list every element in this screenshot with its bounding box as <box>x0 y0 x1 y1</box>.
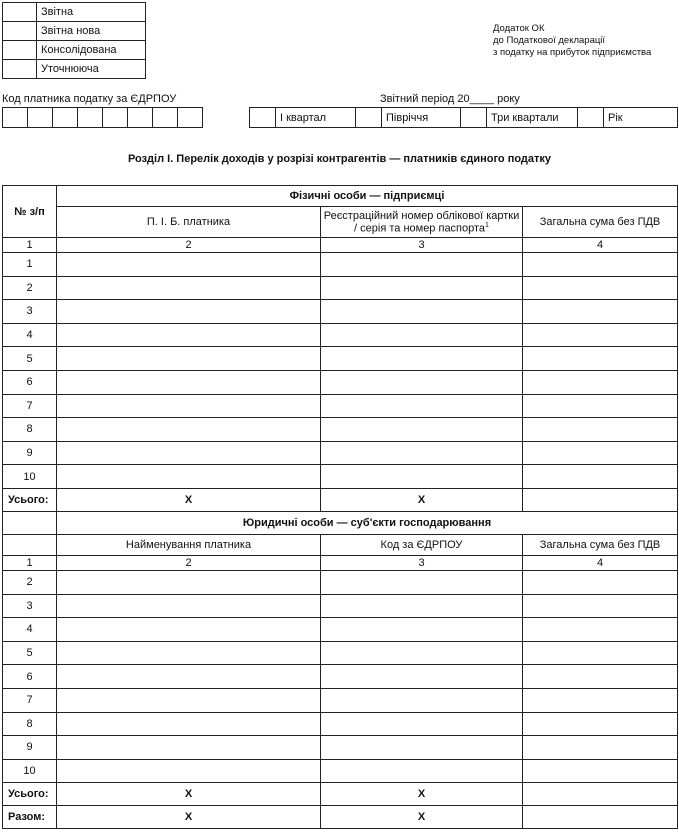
cell-reg[interactable] <box>321 300 523 324</box>
col-code-header: Код за ЄДРПОУ <box>321 534 523 555</box>
individuals-header: Фізичні особи — підприємці <box>57 186 678 207</box>
row-number: 10 <box>3 465 57 489</box>
cell-sum[interactable] <box>523 618 678 642</box>
cell-name[interactable] <box>57 253 321 277</box>
row-number: 3 <box>3 300 57 324</box>
table-row <box>3 441 678 465</box>
table-row <box>3 253 678 277</box>
table-row <box>3 759 678 783</box>
row-number: 1 <box>3 253 57 277</box>
period-selector <box>249 107 678 128</box>
table-row <box>3 418 678 442</box>
col-index: 4 <box>523 555 678 570</box>
cell-sum[interactable] <box>523 323 678 347</box>
cell-code[interactable] <box>321 736 523 760</box>
cell-sum[interactable] <box>523 276 678 300</box>
row-number: 3 <box>3 594 57 618</box>
report-type-box <box>2 2 146 79</box>
cell-code[interactable] <box>321 759 523 783</box>
cell-code[interactable] <box>321 570 523 594</box>
report-type-label: Звітна <box>37 3 146 22</box>
grand-total-row <box>3 806 678 829</box>
cell-reg[interactable] <box>321 418 523 442</box>
row-number: 7 <box>3 394 57 418</box>
cell-name[interactable] <box>57 465 321 489</box>
cell-reg[interactable] <box>321 441 523 465</box>
contractors-table <box>2 185 678 829</box>
individuals-total-row <box>3 488 678 511</box>
cell-name[interactable] <box>57 759 321 783</box>
blank-cell <box>3 534 57 555</box>
cell-code[interactable] <box>321 618 523 642</box>
cell-sum[interactable] <box>523 418 678 442</box>
x-mark: Х <box>57 488 321 511</box>
legal-header: Юридичні особи — суб'єкти господарювання <box>57 511 678 534</box>
cell-sum[interactable] <box>523 253 678 277</box>
cell-sum[interactable] <box>523 347 678 371</box>
report-type-label: Звітна нова <box>37 22 146 41</box>
row-number: 8 <box>3 712 57 736</box>
report-type-checkbox[interactable] <box>3 41 37 60</box>
table-row <box>3 465 678 489</box>
appendix-line: з податку на прибуток підприємства <box>493 47 652 58</box>
row-number: 8 <box>3 418 57 442</box>
cell-reg[interactable] <box>321 394 523 418</box>
row-number: 9 <box>3 736 57 760</box>
period-option-label: І квартал <box>276 108 356 128</box>
cell-reg[interactable] <box>321 347 523 371</box>
table-row <box>3 570 678 594</box>
table-row <box>3 594 678 618</box>
cell-name[interactable] <box>57 688 321 712</box>
cell-sum[interactable] <box>523 759 678 783</box>
report-type-label: Консолідована <box>37 41 146 60</box>
x-mark: Х <box>321 488 523 511</box>
cell-name[interactable] <box>57 736 321 760</box>
cell-sum[interactable] <box>523 370 678 394</box>
cell-name[interactable] <box>57 347 321 371</box>
cell-sum[interactable] <box>523 688 678 712</box>
x-mark: Х <box>321 783 523 806</box>
cell-sum[interactable] <box>523 665 678 689</box>
cell-sum[interactable] <box>523 465 678 489</box>
cell-total-sum[interactable] <box>523 488 678 511</box>
col-index: 2 <box>57 555 321 570</box>
table-row <box>3 618 678 642</box>
edrpou-digit-cell[interactable] <box>28 108 53 128</box>
col-sum-header: Загальна сума без ПДВ <box>523 534 678 555</box>
period-label: Звітний період 20____ року <box>380 93 520 105</box>
row-number: 9 <box>3 441 57 465</box>
total-label: Усього: <box>3 783 57 806</box>
row-number: 2 <box>3 276 57 300</box>
section-title: Розділ І. Перелік доходів у розрізі контрагентів — платників єдиного податку <box>127 153 552 165</box>
appendix-line: до Податкової декларації <box>493 35 606 46</box>
table-row <box>3 688 678 712</box>
col-index: 3 <box>321 555 523 570</box>
cell-name[interactable] <box>57 394 321 418</box>
col-reg-header-text: Реєстраційний номер облікової картки / серія та номер паспорта <box>323 209 520 235</box>
cell-sum[interactable] <box>523 641 678 665</box>
row-number: 5 <box>3 347 57 371</box>
report-type-checkbox[interactable] <box>3 22 37 41</box>
cell-code[interactable] <box>321 594 523 618</box>
period-option-label: Півріччя <box>382 108 461 128</box>
edrpou-label: Код платника податку за ЄДРПОУ <box>2 93 177 105</box>
cell-sum[interactable] <box>523 441 678 465</box>
row-number: 4 <box>3 618 57 642</box>
cell-name[interactable] <box>57 418 321 442</box>
table-row <box>3 736 678 760</box>
col-index: 2 <box>57 238 321 253</box>
col-index: 1 <box>3 238 57 253</box>
total-label: Усього: <box>3 488 57 511</box>
cell-name[interactable] <box>57 594 321 618</box>
edrpou-digit-cell[interactable] <box>153 108 178 128</box>
blank-cell <box>3 511 57 534</box>
col-index: 3 <box>321 238 523 253</box>
appendix-note <box>493 23 651 59</box>
edrpou-digit-cell[interactable] <box>3 108 28 128</box>
cell-name[interactable] <box>57 300 321 324</box>
row-number: 7 <box>3 688 57 712</box>
table-row <box>3 323 678 347</box>
col-sum-header: Загальна сума без ПДВ <box>523 207 678 238</box>
legal-total-row <box>3 783 678 806</box>
col-name-header: Найменування платника <box>57 534 321 555</box>
x-mark: Х <box>321 806 523 829</box>
period-option-label: Три квартали <box>487 108 578 128</box>
cell-name[interactable] <box>57 618 321 642</box>
col-index: 1 <box>3 555 57 570</box>
x-mark: Х <box>57 806 321 829</box>
cell-name[interactable] <box>57 276 321 300</box>
cell-code[interactable] <box>321 688 523 712</box>
table-row <box>3 665 678 689</box>
edrpou-digit-cell[interactable] <box>53 108 78 128</box>
edrpou-input-cells <box>2 107 203 128</box>
period-checkbox[interactable] <box>461 108 487 128</box>
row-number: 6 <box>3 665 57 689</box>
edrpou-digit-cell[interactable] <box>78 108 103 128</box>
footnote-marker: 1 <box>485 221 489 229</box>
cell-code[interactable] <box>321 665 523 689</box>
cell-name[interactable] <box>57 665 321 689</box>
period-checkbox[interactable] <box>250 108 276 128</box>
appendix-line: Додаток ОК <box>493 23 545 34</box>
cell-reg[interactable] <box>321 323 523 347</box>
col-name-header: П. І. Б. платника <box>57 207 321 238</box>
table-row <box>3 276 678 300</box>
edrpou-digit-cell[interactable] <box>103 108 128 128</box>
cell-sum[interactable] <box>523 712 678 736</box>
edrpou-digit-cell[interactable] <box>178 108 203 128</box>
col-reg-header <box>321 207 523 238</box>
cell-reg[interactable] <box>321 465 523 489</box>
period-checkbox[interactable] <box>578 108 604 128</box>
cell-name[interactable] <box>57 323 321 347</box>
row-number: 4 <box>3 323 57 347</box>
cell-sum[interactable] <box>523 736 678 760</box>
cell-sum[interactable] <box>523 394 678 418</box>
cell-code[interactable] <box>321 712 523 736</box>
report-type-label: Уточнююча <box>37 60 146 79</box>
table-row <box>3 641 678 665</box>
cell-name[interactable] <box>57 570 321 594</box>
table-row <box>3 370 678 394</box>
cell-sum[interactable] <box>523 300 678 324</box>
table-row <box>3 347 678 371</box>
cell-sum[interactable] <box>523 594 678 618</box>
cell-reg[interactable] <box>321 253 523 277</box>
table-row <box>3 300 678 324</box>
cell-grand-total-sum[interactable] <box>523 806 678 829</box>
report-type-checkbox[interactable] <box>3 60 37 79</box>
row-number: 10 <box>3 759 57 783</box>
edrpou-digit-cell[interactable] <box>128 108 153 128</box>
cell-code[interactable] <box>321 641 523 665</box>
cell-name[interactable] <box>57 712 321 736</box>
cell-reg[interactable] <box>321 276 523 300</box>
report-type-checkbox[interactable] <box>3 3 37 22</box>
row-number: 5 <box>3 641 57 665</box>
period-option-label: Рік <box>604 108 678 128</box>
cell-reg[interactable] <box>321 370 523 394</box>
col-number-header: № з/п <box>3 186 57 238</box>
row-number: 2 <box>3 570 57 594</box>
table-row <box>3 394 678 418</box>
x-mark: Х <box>57 783 321 806</box>
cell-name[interactable] <box>57 441 321 465</box>
grand-total-label: Разом: <box>3 806 57 829</box>
cell-name[interactable] <box>57 641 321 665</box>
period-checkbox[interactable] <box>356 108 382 128</box>
cell-name[interactable] <box>57 370 321 394</box>
cell-sum[interactable] <box>523 570 678 594</box>
row-number: 6 <box>3 370 57 394</box>
col-index: 4 <box>523 238 678 253</box>
cell-total-sum[interactable] <box>523 783 678 806</box>
table-row <box>3 712 678 736</box>
